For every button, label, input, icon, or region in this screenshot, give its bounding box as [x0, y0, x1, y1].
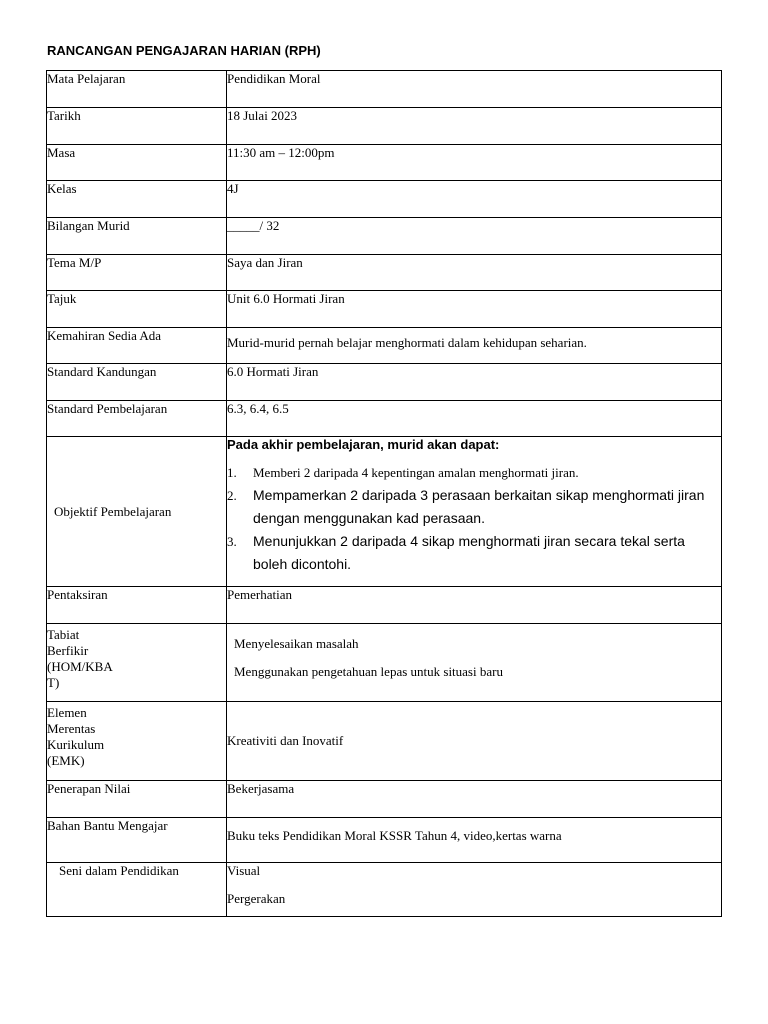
label-standard-kandungan: Standard Kandungan	[47, 364, 227, 401]
label-line: Tabiat	[47, 627, 80, 642]
value-tabiat	[227, 624, 722, 702]
table-row	[47, 291, 722, 328]
table-row	[47, 108, 722, 145]
label-bbm: Bahan Bantu Mengajar	[47, 818, 227, 863]
label-mata-pelajaran: Mata Pelajaran	[47, 71, 227, 108]
rph-table	[46, 70, 722, 917]
objective-number: 1.	[227, 465, 237, 480]
label-pentaksiran: Pentaksiran	[47, 587, 227, 624]
label-line: Elemen	[47, 705, 87, 720]
table-row	[47, 702, 722, 781]
value-line: Pergerakan	[227, 891, 286, 906]
label-tajuk: Tajuk	[47, 291, 227, 328]
value-tajuk: Unit 6.0 Hormati Jiran	[227, 291, 722, 328]
objective-number: 2.	[227, 488, 237, 503]
table-row	[47, 255, 722, 291]
page-title: RANCANGAN PENGAJARAN HARIAN (RPH)	[47, 43, 321, 58]
value-kelas: 4J	[227, 181, 722, 218]
value-masa: 11:30 am – 12:00pm	[227, 145, 722, 181]
value-line: Menggunakan pengetahuan lepas untuk situasi baru	[234, 664, 503, 679]
table-row	[47, 587, 722, 624]
table-row	[47, 181, 722, 218]
table-row	[47, 364, 722, 401]
table-row	[47, 863, 722, 917]
value-line: Visual	[227, 863, 261, 878]
value-nilai: Bekerjasama	[227, 781, 722, 818]
label-bilangan-murid: Bilangan Murid	[47, 218, 227, 255]
table-row	[47, 71, 722, 108]
label-kelas: Kelas	[47, 181, 227, 218]
table-row	[47, 781, 722, 818]
label-line: Merentas	[47, 721, 96, 736]
table-row	[47, 401, 722, 437]
value-bbm: Buku teks Pendidikan Moral KSSR Tahun 4, video,kertas warna	[227, 818, 722, 863]
label-tema: Tema M/P	[47, 255, 227, 291]
value-kemahiran: Murid-murid pernah belajar menghormati dalam kehidupan seharian.	[227, 328, 722, 364]
value-pentaksiran: Pemerhatian	[227, 587, 722, 624]
label-kemahiran: Kemahiran Sedia Ada	[47, 328, 227, 364]
objective-heading: Pada akhir pembelajaran, murid akan dapat:	[227, 437, 500, 452]
objective-text: Mempamerkan 2 daripada 3 perasaan berkaitan sikap menghormati jiran dengan menggunakan kad perasaan.	[253, 487, 705, 526]
label-standard-pembelajaran: Standard Pembelajaran	[47, 401, 227, 437]
label-line: T)	[47, 675, 60, 690]
value-mata-pelajaran: Pendidikan Moral	[227, 71, 722, 108]
value-line: Menyelesaikan masalah	[234, 636, 359, 651]
objective-list	[227, 461, 721, 576]
objective-text: Menunjukkan 2 daripada 4 sikap menghormati jiran secara tekal serta boleh dicontohi.	[253, 533, 685, 572]
list-item	[227, 461, 721, 484]
label-objektif: Objektif Pembelajaran	[47, 437, 227, 587]
table-row	[47, 624, 722, 702]
value-tarikh: 18 Julai 2023	[227, 108, 722, 145]
value-bilangan-murid: _____/ 32	[227, 218, 722, 255]
value-standard-kandungan: 6.0 Hormati Jiran	[227, 364, 722, 401]
label-masa: Masa	[47, 145, 227, 181]
label-tabiat	[47, 624, 227, 702]
value-objektif	[227, 437, 722, 587]
label-line: Kurikulum	[47, 737, 105, 752]
label-emk	[47, 702, 227, 781]
label-line: (HOM/KBA	[47, 659, 113, 674]
objective-text: Memberi 2 daripada 4 kepentingan amalan menghormati jiran.	[253, 465, 579, 480]
list-item	[227, 530, 721, 576]
label-line: Berfikir	[47, 643, 89, 658]
table-row	[47, 437, 722, 587]
table-row	[47, 818, 722, 863]
table-row	[47, 145, 722, 181]
label-line: (EMK)	[47, 753, 85, 768]
list-item	[227, 484, 721, 530]
objective-number: 3.	[227, 534, 237, 549]
table-row	[47, 218, 722, 255]
value-standard-pembelajaran: 6.3, 6.4, 6.5	[227, 401, 722, 437]
label-tarikh: Tarikh	[47, 108, 227, 145]
table-row	[47, 328, 722, 364]
label-nilai: Penerapan Nilai	[47, 781, 227, 818]
label-seni: Seni dalam Pendidikan	[47, 863, 227, 917]
value-tema: Saya dan Jiran	[227, 255, 722, 291]
value-seni	[227, 863, 722, 917]
value-emk: Kreativiti dan Inovatif	[227, 702, 722, 781]
